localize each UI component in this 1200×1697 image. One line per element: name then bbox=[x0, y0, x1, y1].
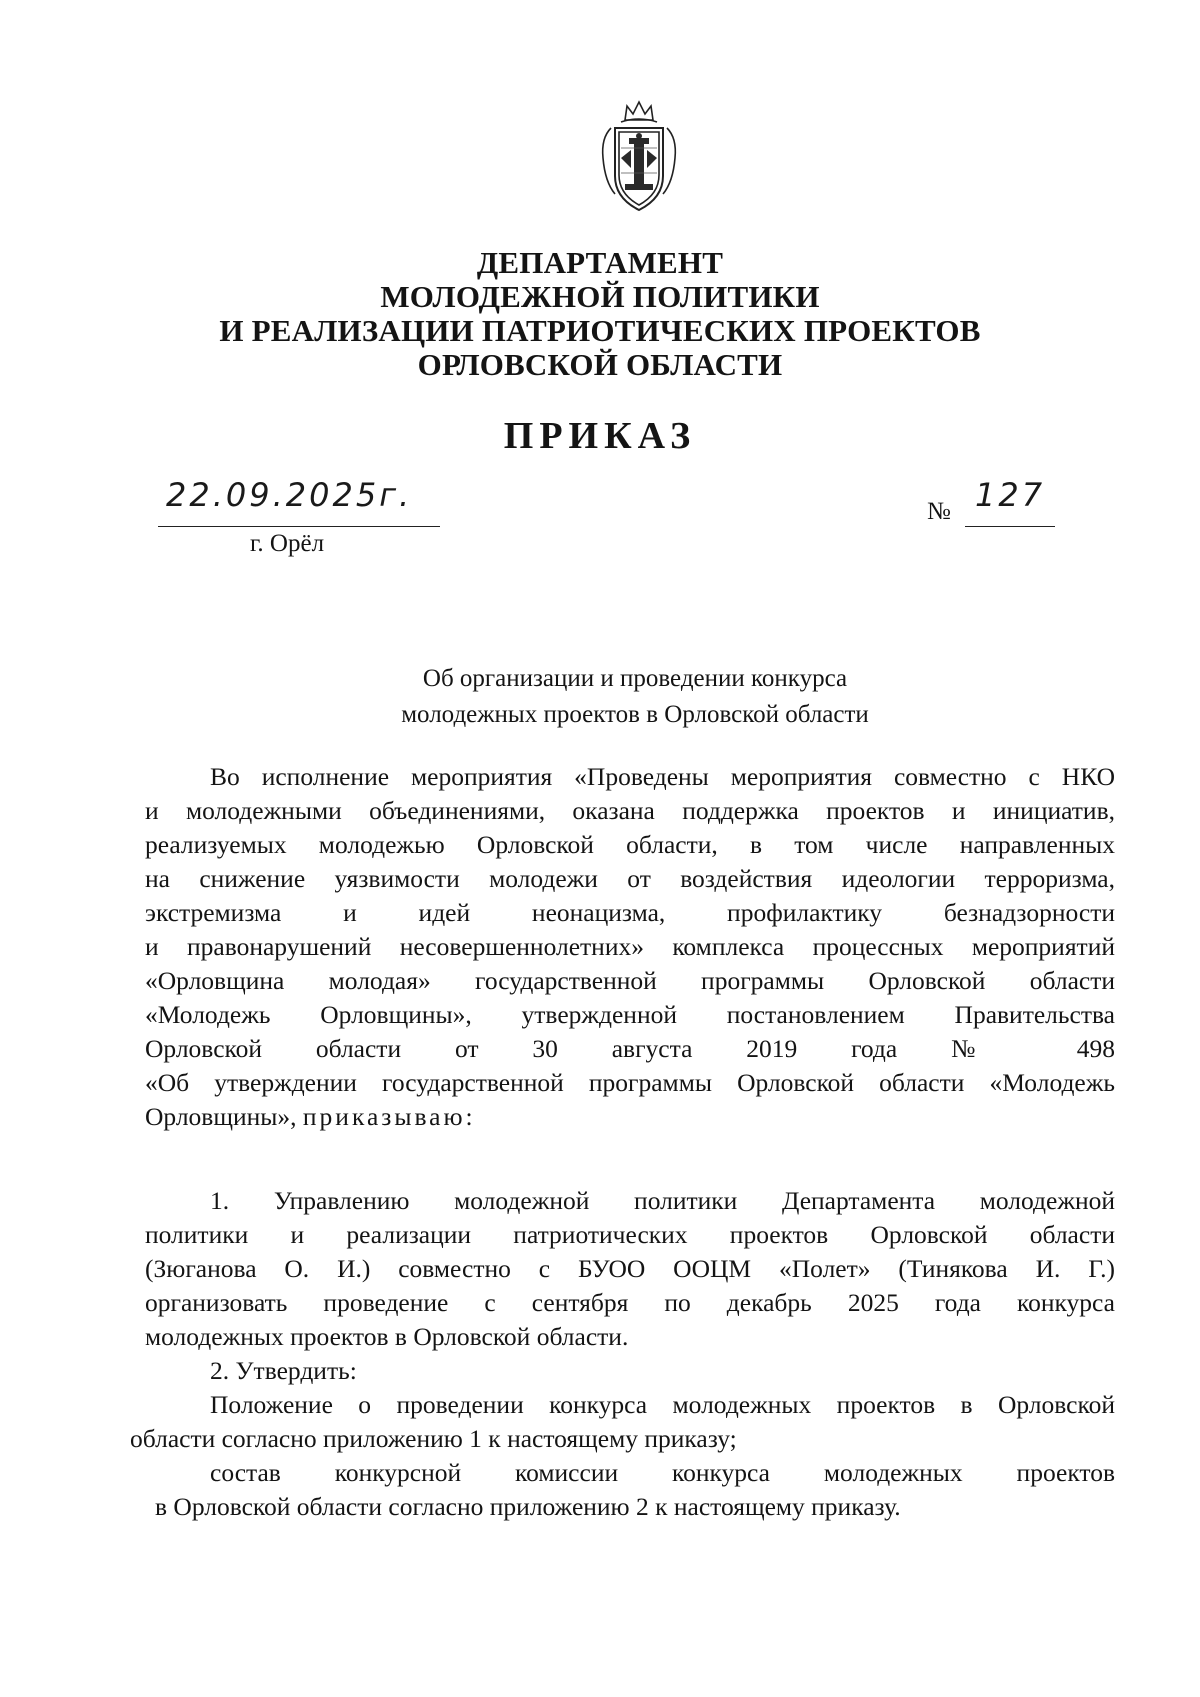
item1-line: политики и реализации патриотических проектов Орловской области bbox=[145, 1220, 1115, 1249]
organization-name bbox=[0, 246, 1200, 382]
item2-b-line: состав конкурсной комиссии конкурса молодежных проектов bbox=[210, 1458, 1115, 1487]
org-line: МОЛОДЕЖНОЙ ПОЛИТИКИ bbox=[380, 279, 820, 314]
body-line: реализуемых молодежью Орловской области, в том числе направленных bbox=[145, 830, 1115, 859]
body-line: на снижение уязвимости молодежи от воздействия идеологии терроризма, bbox=[145, 864, 1115, 893]
subject-line: Об организации и проведении конкурса bbox=[422, 665, 848, 692]
body-line: Во исполнение мероприятия «Проведены мероприятия совместно с НКО bbox=[210, 762, 1115, 791]
body-line: «Молодежь Орловщины», утвержденной постановлением Правительства bbox=[145, 1000, 1115, 1029]
subject-line: молодежных проектов в Орловской области bbox=[401, 701, 869, 728]
body-line: и молодежными объединениями, оказана поддержка проектов и инициатив, bbox=[145, 796, 1115, 825]
item2-a-line: Положение о проведении конкурса молодежных проектов в Орловской bbox=[210, 1390, 1115, 1419]
body-line: «Об утверждении государственной программы Орловской области «Молодежь bbox=[145, 1068, 1115, 1097]
org-line: И РЕАЛИЗАЦИИ ПАТРИОТИЧЕСКИХ ПРОЕКТОВ bbox=[219, 313, 981, 348]
item1-line: организовать проведение с сентября по декабрь 2025 года конкурса bbox=[145, 1288, 1115, 1317]
body-line: Орловской области от 30 августа 2019 года № 498 bbox=[145, 1034, 1115, 1063]
item2-a-line-last: области согласно приложению 1 к настоящему приказу; bbox=[130, 1424, 737, 1453]
coat-of-arms-emblem bbox=[591, 98, 687, 216]
body-line: и правонарушений несовершеннолетних» комплекса процессных мероприятий bbox=[145, 932, 1115, 961]
city-label: г. Орёл bbox=[250, 530, 325, 557]
number-field bbox=[965, 476, 1055, 527]
document-type-title: ПРИКАЗ bbox=[503, 415, 697, 457]
item2-b-line-last: в Орловской области согласно приложению 2 к настоящему приказу. bbox=[155, 1492, 901, 1521]
item1-line: (Зюганова О. И.) совместно с БУОО ООЦМ «Полет» (Тинякова И. Г.) bbox=[145, 1254, 1115, 1283]
body-line: «Орловщина молодая» государственной программы Орловской области bbox=[145, 966, 1115, 995]
number-label: № bbox=[927, 498, 951, 525]
date-field bbox=[158, 476, 440, 527]
org-line: ОРЛОВСКОЙ ОБЛАСТИ bbox=[417, 347, 783, 382]
body-line: экстремизма и идей неонацизма, профилактику безнадзорности bbox=[145, 898, 1115, 927]
org-line: ДЕПАРТАМЕНТ bbox=[476, 245, 724, 280]
item1-line-last: молодежных проектов в Орловской области. bbox=[145, 1322, 629, 1351]
order-word: приказываю: bbox=[302, 1102, 476, 1131]
order-subject bbox=[0, 661, 1200, 733]
item2-title: 2. Утвердить: bbox=[210, 1356, 357, 1385]
body-line-last bbox=[145, 1100, 476, 1134]
handwritten-date: 22.09.2025г. bbox=[166, 476, 413, 514]
item1-line: 1. Управлению молодежной политики Департамента молодежной bbox=[210, 1186, 1115, 1215]
preamble-tail: Орловщины», bbox=[145, 1102, 303, 1131]
handwritten-number: 127 bbox=[975, 476, 1046, 514]
